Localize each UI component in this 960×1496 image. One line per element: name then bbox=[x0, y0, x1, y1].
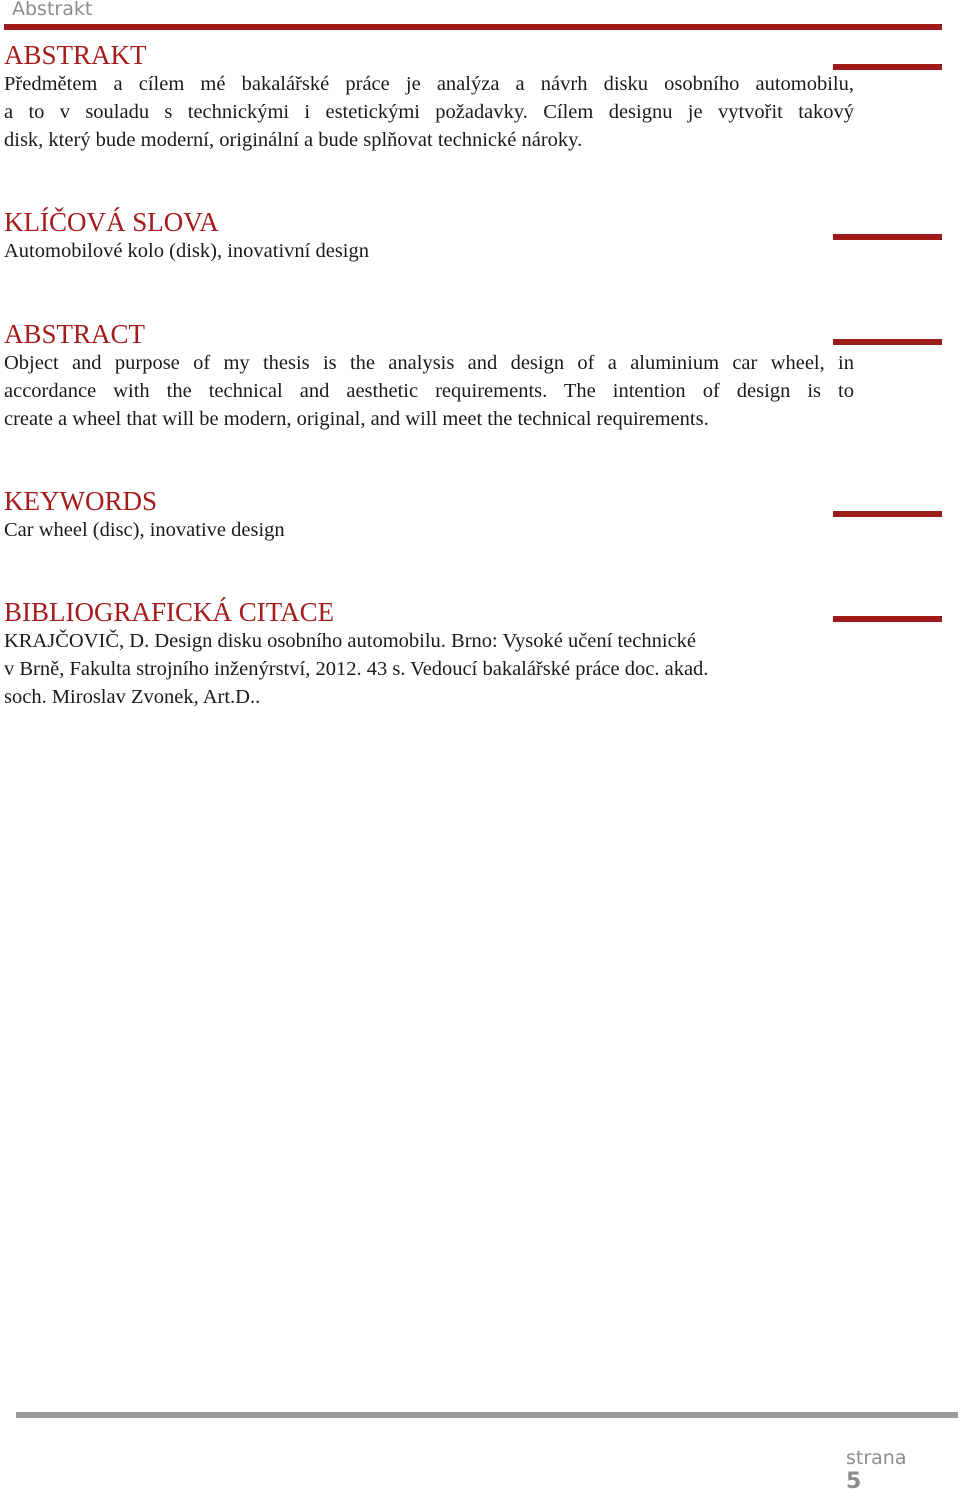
body-line: accordance with the technical and aesthetic requirements. The intention of design is to bbox=[4, 380, 854, 402]
section-body bbox=[4, 70, 854, 154]
section-body bbox=[4, 627, 854, 711]
section-abstrakt bbox=[4, 40, 854, 154]
section-heading: BIBLIOGRAFICKÁ CITACE bbox=[4, 597, 335, 627]
body-line: disk, který bude moderní, originální a bude splňovat technické nároky. bbox=[4, 129, 583, 151]
section-heading: KLÍČOVÁ SLOVA bbox=[4, 207, 219, 237]
section-abstract bbox=[4, 319, 854, 433]
body-line: soch. Miroslav Zvonek, Art.D.. bbox=[4, 686, 261, 708]
body-line: create a wheel that will be modern, original, and will meet the technical requirements. bbox=[4, 408, 709, 430]
footer-rule bbox=[16, 1412, 958, 1418]
body-line: Object and purpose of my thesis is the analysis and design of a aluminium car wheel, in bbox=[4, 352, 854, 374]
body-line: KRAJČOVIČ, D. Design disku osobního automobilu. Brno: Vysoké učení technické bbox=[4, 630, 697, 652]
running-head: Abstrakt bbox=[12, 0, 93, 20]
section-heading: KEYWORDS bbox=[4, 486, 157, 516]
section-body bbox=[4, 349, 854, 433]
section-body: Automobilové kolo (disk), inovativní design bbox=[4, 240, 369, 262]
page-label: strana bbox=[846, 1447, 907, 1469]
page-number: 5 bbox=[846, 1469, 862, 1494]
section-heading: ABSTRAKT bbox=[4, 40, 147, 70]
body-line: Předmětem a cílem mé bakalářské práce je analýza a návrh disku osobního automobilu, bbox=[4, 73, 854, 95]
body-line: a to v souladu s technickými i estetickými požadavky. Cílem designu je vytvořit takový bbox=[4, 101, 854, 123]
section-klicova-slova bbox=[4, 207, 854, 265]
body-line: v Brně, Fakulta strojního inženýrství, 2012. 43 s. Vedoucí bakalářské práce doc. akad. bbox=[4, 658, 709, 680]
section-keywords bbox=[4, 486, 854, 544]
section-body: Car wheel (disc), inovative design bbox=[4, 519, 285, 541]
header-rule bbox=[4, 24, 942, 30]
section-bibliograficka-citace bbox=[4, 597, 854, 711]
section-heading: ABSTRACT bbox=[4, 319, 146, 349]
